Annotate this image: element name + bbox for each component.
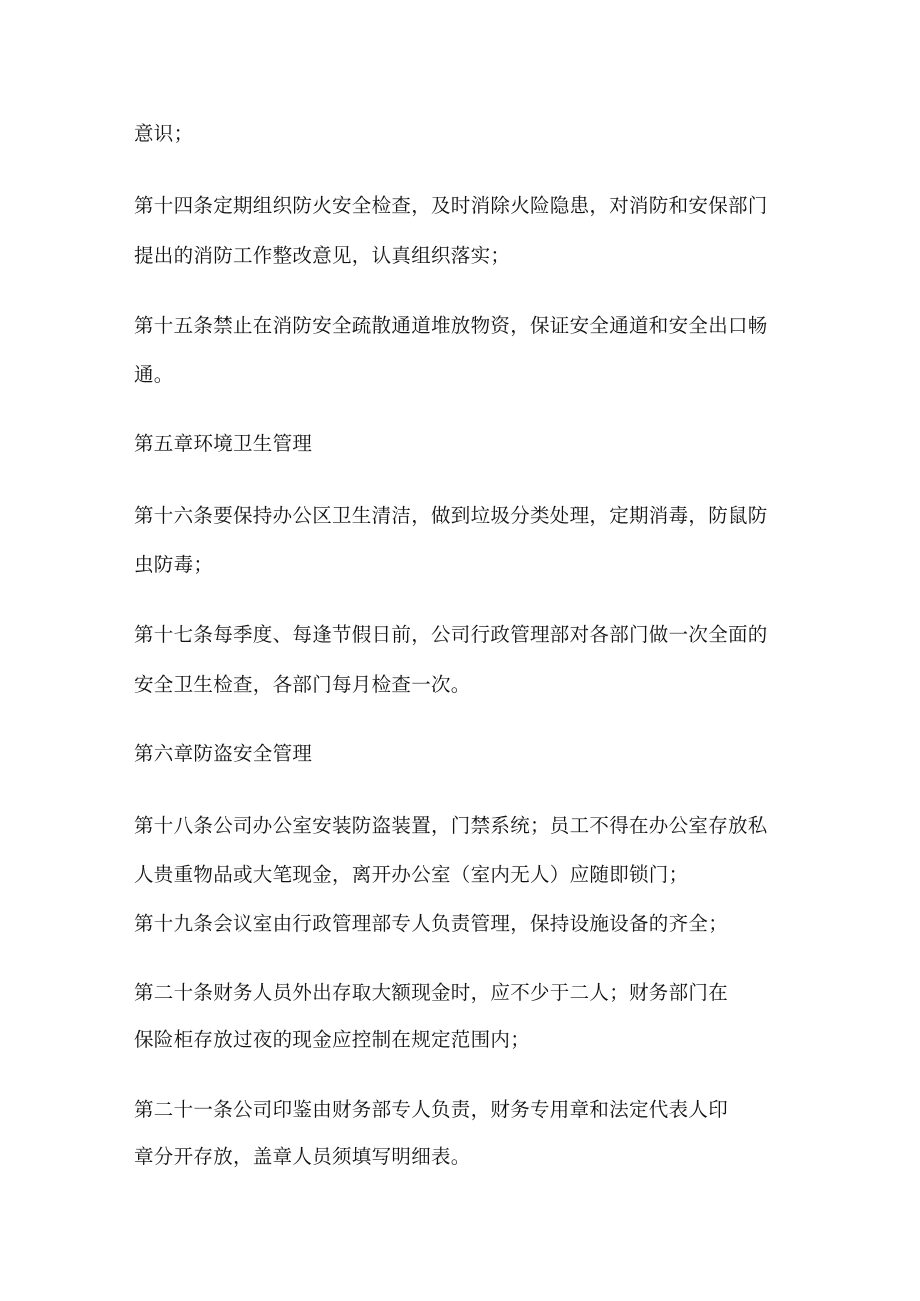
article-15-line-2: 通。 (134, 363, 174, 386)
article-16-line-1: 第十六条要保持办公区卫生清洁，做到垃圾分类处理，定期消毒，防鼠防 (134, 504, 768, 527)
article-16-line-2: 虫防毒； (134, 553, 214, 576)
article-18-line-2: 人贵重物品或大笔现金，离开办公室（室内无人）应随即锁门； (134, 863, 689, 886)
article-14-line-2: 提出的消防工作整改意见，认真组织落实； (134, 244, 511, 267)
article-17-line-2: 安全卫生检查，各部门每月检查一次。 (134, 673, 471, 696)
chapter-6-heading: 第六章防盗安全管理 (134, 742, 313, 765)
article-19-line-1: 第十九条会议室由行政管理部专人负责管理，保持设施设备的齐全； (134, 912, 729, 935)
article-17-line-1: 第十七条每季度、每逢节假日前，公司行政管理部对各部门做一次全面的 (134, 623, 768, 646)
article-18-line-1: 第十八条公司办公室安装防盗装置，门禁系统；员工不得在办公室存放私 (134, 814, 768, 837)
article-14-line-1: 第十四条定期组织防火安全检查，及时消除火险隐患，对消防和安保部门 (134, 194, 768, 217)
article-15-line-1: 第十五条禁止在消防安全疏散通道堆放物资，保证安全通道和安全出口畅 (134, 314, 768, 337)
article-21-line-2: 章分开存放，盖章人员须填写明细表。 (134, 1145, 471, 1168)
text-line: 意识； (134, 122, 194, 145)
article-20-line-1: 第二十条财务人员外出存取大额现金时，应不少于二人；财务部门在 (134, 981, 729, 1004)
article-20-line-2: 保险柜存放过夜的现金应控制在规定范围内； (134, 1028, 531, 1051)
chapter-5-heading: 第五章环境卫生管理 (134, 432, 313, 455)
article-21-line-1: 第二十一条公司印鉴由财务部专人负责，财务专用章和法定代表人印 (134, 1098, 729, 1121)
